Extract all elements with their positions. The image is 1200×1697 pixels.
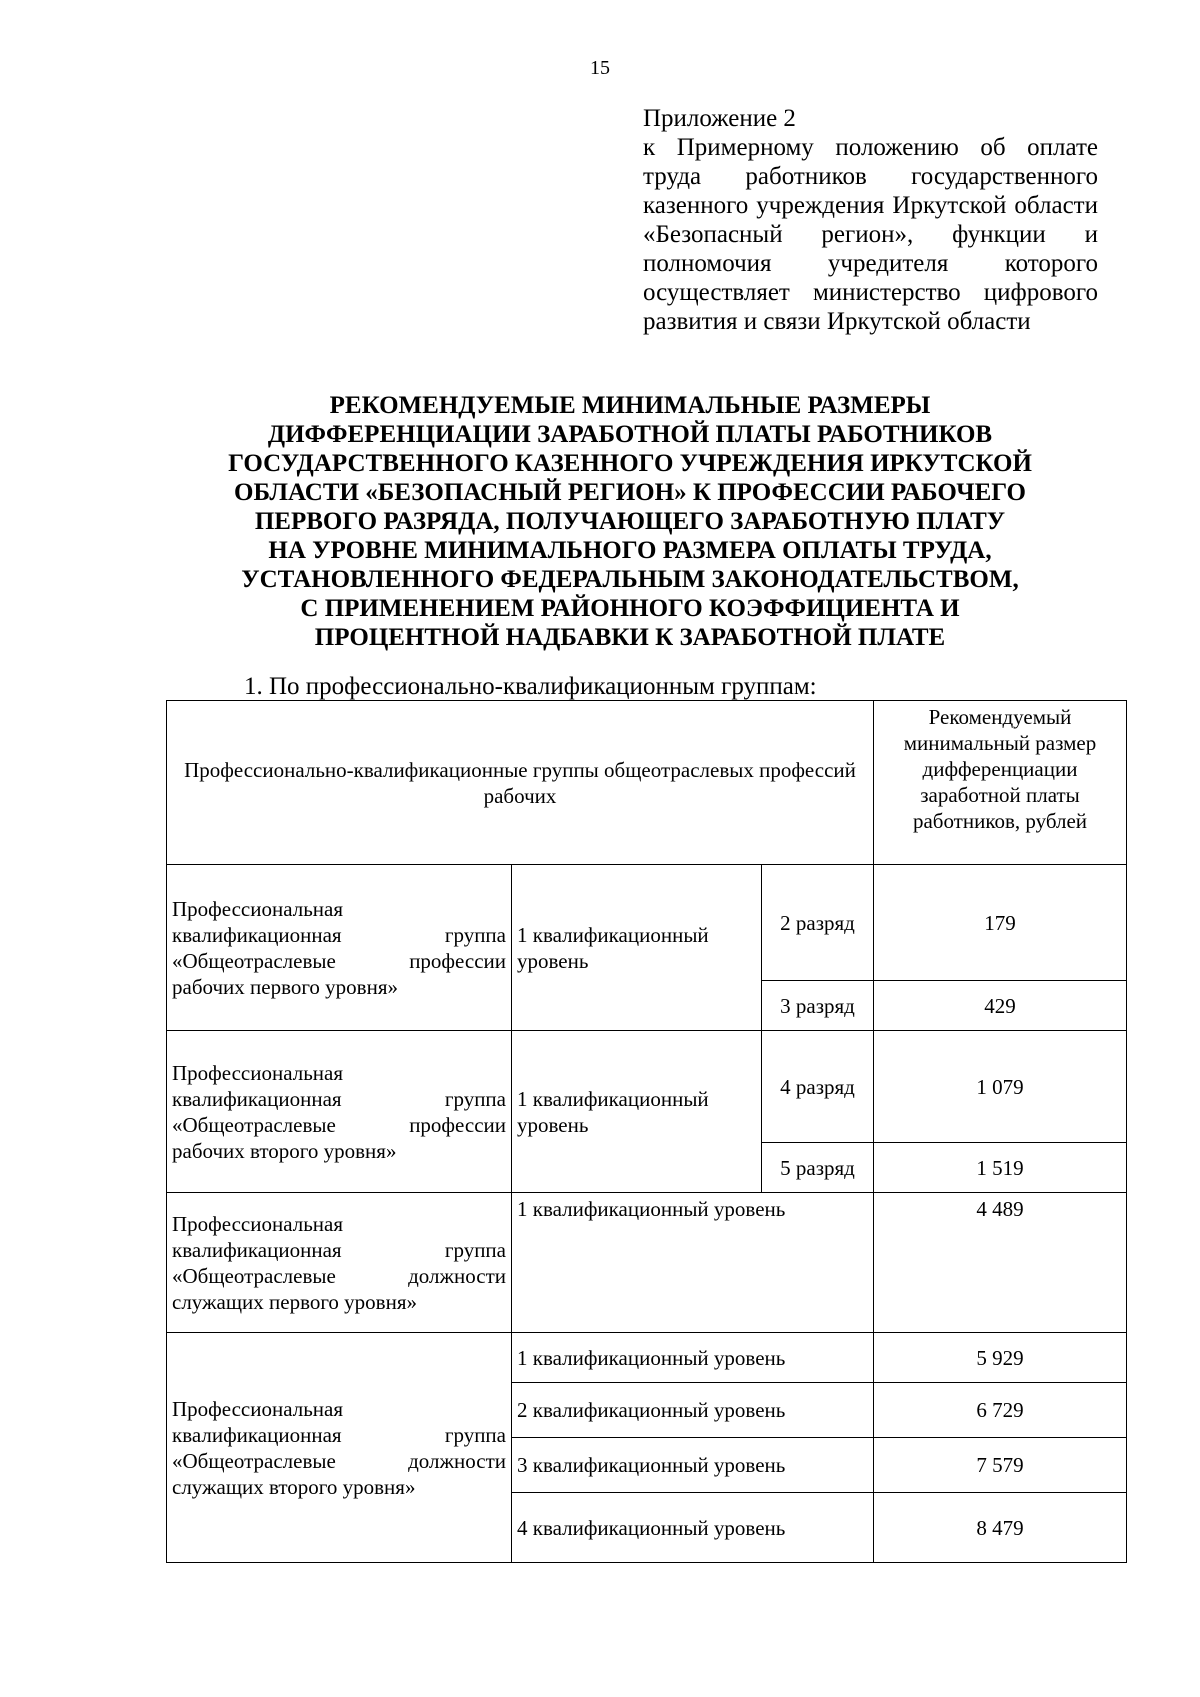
table-row [167, 1333, 1127, 1383]
table-row [167, 1193, 1127, 1333]
header-groups-cell: Профессионально-квалификационные группы общеотраслевых профессий рабочих [167, 701, 874, 865]
amount-cell: 5 929 [874, 1333, 1127, 1383]
title-line: ОБЛАСТИ «БЕЗОПАСНЫЙ РЕГИОН» К ПРОФЕССИИ РАБОЧЕГО [234, 479, 1026, 506]
group-name-cell: Профессиональная квалификационная группа «Общеотраслевые профессии рабочих второго уровня» [167, 1031, 512, 1193]
appendix-text: к Примерному положению об оплате труда работников государственного казенного учреждения Иркутской области «Безопасный регион», функции и полномочия учредителя которого осуществляет министерство цифрового развития и связи Иркутской области [643, 134, 1098, 335]
amount-cell: 1 519 [874, 1143, 1127, 1193]
title-line: С ПРИМЕНЕНИЕМ РАЙОННОГО КОЭФФИЦИЕНТА И [300, 595, 960, 622]
qualification-level-cell: 1 квалификационный уровень [512, 865, 762, 1031]
table-row [167, 865, 1127, 981]
title-line: НА УРОВНЕ МИНИМАЛЬНОГО РАЗМЕРА ОПЛАТЫ ТРУДА, [268, 537, 992, 564]
group-name-cell: Профессиональная квалификационная группа «Общеотраслевые должности служащих первого уровня» [167, 1193, 512, 1333]
qualification-level-cell: 1 квалификационный уровень [512, 1333, 874, 1383]
page-number: 15 [590, 57, 610, 79]
amount-cell: 8 479 [874, 1493, 1127, 1563]
group-name-cell: Профессиональная квалификационная группа «Общеотраслевые профессии рабочих первого уровня» [167, 865, 512, 1031]
pay-table [166, 700, 1127, 1563]
title-line: ДИФФЕРЕНЦИАЦИИ ЗАРАБОТНОЙ ПЛАТЫ РАБОТНИКОВ [267, 421, 993, 448]
amount-cell: 1 079 [874, 1031, 1127, 1143]
grade-cell: 3 разряд [762, 981, 874, 1031]
title-line: УСТАНОВЛЕННОГО ФЕДЕРАЛЬНЫМ ЗАКОНОДАТЕЛЬСТВОМ, [241, 566, 1019, 593]
qualification-level-cell: 3 квалификационный уровень [512, 1438, 874, 1493]
qualification-level-cell: 1 квалификационный уровень [512, 1031, 762, 1193]
title-line: ПРОЦЕНТНОЙ НАДБАВКИ К ЗАРАБОТНОЙ ПЛАТЕ [314, 624, 946, 651]
grade-cell: 4 разряд [762, 1031, 874, 1143]
amount-cell: 4 489 [874, 1193, 1127, 1333]
appendix-title: Приложение 2 [643, 105, 796, 132]
title-line: РЕКОМЕНДУЕМЫЕ МИНИМАЛЬНЫЕ РАЗМЕРЫ [329, 392, 931, 419]
amount-cell: 179 [874, 865, 1127, 981]
grade-cell: 5 разряд [762, 1143, 874, 1193]
table-row [167, 1031, 1127, 1143]
qualification-level-cell: 4 квалификационный уровень [512, 1493, 874, 1563]
appendix-block [643, 104, 1098, 336]
title-line: ГОСУДАРСТВЕННОГО КАЗЕННОГО УЧРЕЖДЕНИЯ ИРКУТСКОЙ [228, 450, 1032, 477]
grade-cell: 2 разряд [762, 865, 874, 981]
amount-cell: 7 579 [874, 1438, 1127, 1493]
title-line: ПЕРВОГО РАЗРЯДА, ПОЛУЧАЮЩЕГО ЗАРАБОТНУЮ ПЛАТУ [254, 508, 1006, 535]
section-heading: 1. По профессионально-квалификационным группам: [244, 673, 817, 700]
qualification-level-cell: 2 квалификационный уровень [512, 1383, 874, 1438]
amount-cell: 6 729 [874, 1383, 1127, 1438]
header-amount-cell: Рекомендуемый минимальный размер дифференциации заработной платы работников, рублей [874, 701, 1127, 865]
table-header-row [167, 701, 1127, 865]
group-name-cell: Профессиональная квалификационная группа «Общеотраслевые должности служащих второго уровня» [167, 1333, 512, 1563]
amount-cell: 429 [874, 981, 1127, 1031]
document-title [150, 391, 1110, 652]
qualification-level-cell: 1 квалификационный уровень [512, 1193, 874, 1333]
